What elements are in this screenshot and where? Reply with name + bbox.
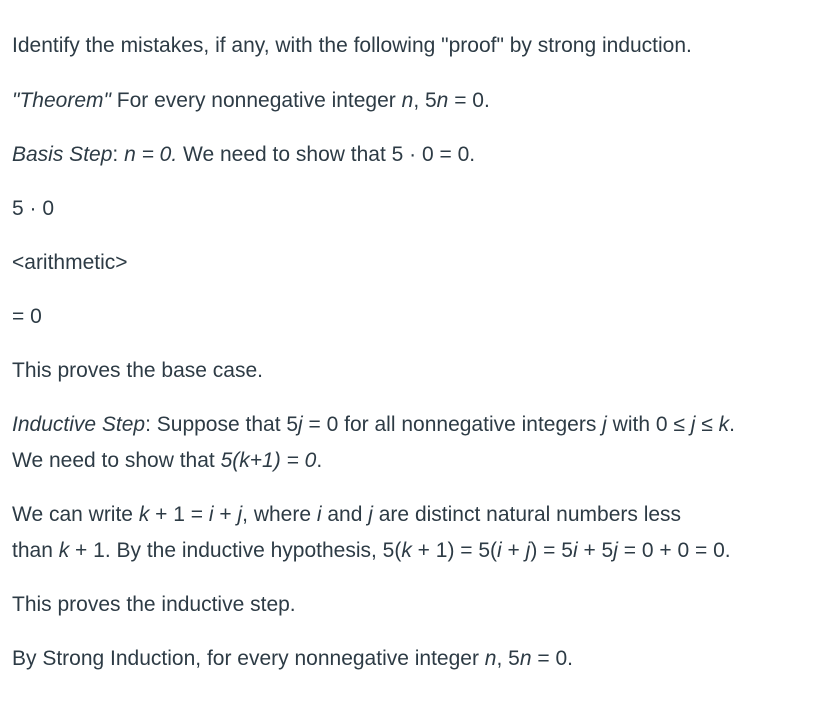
write-line-1 [12,503,681,527]
variable-j: j [690,413,696,436]
variable-j: j [525,539,531,562]
prompt-label: Identify the mistakes, if any, with the following "proof" by strong induction. [12,34,692,57]
calc-expression: 5 · 0 [12,197,55,220]
write-text: + 5 [577,539,614,562]
write-text: + [501,539,526,562]
theorem-statement [12,89,490,113]
write-text: + 1) = 5( [411,539,498,562]
variable-i: i [572,539,578,562]
prompt-text [12,34,692,58]
theorem-label: "Theorem" [12,89,111,112]
write-text: ) = 5 [530,539,573,562]
conclusion-text: By Strong Induction, for every nonnegative integer [12,647,485,670]
variable-i: i [208,503,214,526]
inductive-text: with 0 ≤ [606,413,691,436]
variable-j: j [237,503,243,526]
theorem-text: For every nonnegative integer [110,89,402,112]
calc-line-1 [12,197,54,221]
basis-text: We need to show that 5 · 0 = 0. [177,143,476,166]
variable-n: n [519,647,532,670]
calc-justification: <arithmetic> [12,251,128,274]
inductive-step-line-1 [12,413,735,437]
variable-k: k [58,539,70,562]
theorem-text: = 0. [448,89,490,112]
conclusion-text: = 0. [531,647,573,670]
conclusion-text: , 5 [496,647,520,670]
basis-label: Basis Step [12,143,113,166]
basis-step [12,143,475,167]
write-text: than [12,539,59,562]
inductive-step-conclusion [12,593,296,617]
write-text: + 1. By the inductive hypothesis, 5( [69,539,402,562]
variable-j: j [298,413,303,436]
variable-i: i [316,503,322,526]
calc-line-2 [12,251,128,275]
inductive-text: We need to show that [12,449,221,472]
inductive-text: : Suppose that 5 [145,413,299,436]
calc-line-3 [12,305,42,329]
write-text: are distinct natural numbers less [372,503,682,526]
goal-expression: 5(k+1) = 0 [220,449,317,472]
inductive-label: Inductive Step [12,413,146,436]
write-text: = 0 + 0 = 0. [617,539,731,562]
inductive-done-text: This proves the inductive step. [12,593,296,616]
variable-n: n [436,89,449,112]
write-text: + 1 = [149,503,209,526]
basis-expression: n = 0. [124,143,178,166]
variable-k: k [401,539,412,562]
write-text: , where [242,503,317,526]
inductive-text: = 0 for all nonnegative integers [302,413,603,436]
final-conclusion [12,647,573,671]
basis-text: : [112,143,125,166]
write-text: and [321,503,369,526]
write-text: + [213,503,238,526]
write-text: We can write [12,503,139,526]
variable-i: i [497,539,502,562]
variable-k: k [718,413,730,436]
write-line-2 [12,539,731,563]
base-case-conclusion [12,359,263,383]
variable-k: k [138,503,150,526]
inductive-text: . [316,449,323,472]
calc-result: = 0 [12,305,42,328]
variable-n: n [401,89,414,112]
inductive-step-line-2 [12,449,322,473]
inductive-text: . [729,413,735,436]
inductive-text: ≤ [695,413,719,436]
variable-j: j [368,503,373,526]
theorem-text: , 5 [413,89,437,112]
variable-j: j [613,539,618,562]
base-case-text: This proves the base case. [12,359,263,382]
variable-j: j [602,413,607,436]
variable-n: n [484,647,497,670]
